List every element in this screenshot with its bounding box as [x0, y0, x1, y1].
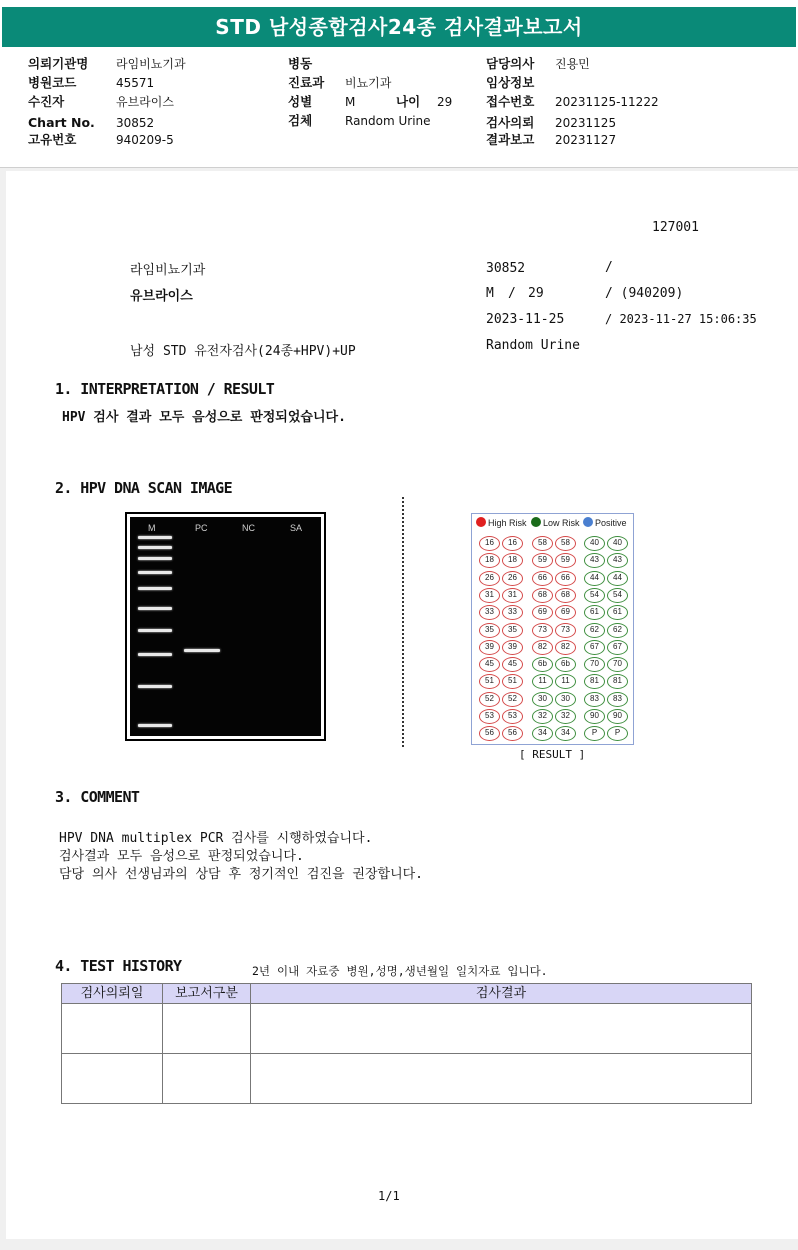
- gel-lane-label: PC: [195, 523, 208, 533]
- hpv-type-oval: 53: [479, 709, 500, 724]
- hpv-type-oval: 18: [502, 553, 523, 568]
- hpv-type-oval: 39: [502, 640, 523, 655]
- gel-electrophoresis-image: [130, 517, 321, 736]
- department-value: 비뇨기과: [345, 76, 392, 90]
- doctor-label: 담당의사: [486, 56, 535, 71]
- document-number: 127001: [652, 220, 699, 235]
- table-header-row: [62, 984, 752, 1004]
- hpv-type-oval: 59: [555, 553, 576, 568]
- hpv-type-oval: 73: [555, 623, 576, 638]
- chart-number: 30852: [486, 261, 526, 276]
- hpv-type-oval: 70: [584, 657, 605, 672]
- section-comment-title: 3. COMMENT: [55, 788, 140, 806]
- report-sheet: [6, 171, 798, 1239]
- legend-high-label: High Risk: [488, 518, 527, 528]
- hpv-type-oval: 81: [584, 674, 605, 689]
- hpv-type-oval: 69: [532, 605, 553, 620]
- hpv-type-oval: 62: [584, 623, 605, 638]
- hpv-type-oval: 62: [607, 623, 628, 638]
- hpv-type-oval: 69: [555, 605, 576, 620]
- history-table: [61, 983, 752, 1104]
- report-header-frame: [0, 0, 798, 168]
- patient-age: 29: [528, 286, 544, 301]
- hpv-type-oval: 67: [584, 640, 605, 655]
- hpv-type-oval: 43: [607, 553, 628, 568]
- legend-low-risk: [531, 517, 580, 528]
- ladder-band: [138, 571, 172, 574]
- hpv-type-oval: 43: [584, 553, 605, 568]
- hpv-type-oval: 83: [584, 692, 605, 707]
- unique-id-label: 고유번호: [28, 132, 77, 147]
- report-date-label: 결과보고: [486, 132, 535, 147]
- chart-no-value: 30852: [116, 116, 155, 130]
- hospital-value: 라임비뇨기과: [116, 57, 186, 71]
- chart-no-label: Chart No.: [28, 115, 95, 130]
- hpv-type-oval: 6b: [532, 657, 553, 672]
- patient-value: 유브라이스: [116, 95, 174, 109]
- hpv-type-oval: 53: [502, 709, 523, 724]
- hpv-type-oval: 73: [532, 623, 553, 638]
- hpv-type-oval: 30: [532, 692, 553, 707]
- table-cell: [251, 1054, 752, 1104]
- hpv-type-oval: 52: [502, 692, 523, 707]
- report-date-value: 20231127: [555, 133, 617, 147]
- low-risk-dot-icon: [531, 517, 541, 527]
- hpv-type-oval: 67: [607, 640, 628, 655]
- hpv-type-oval: 11: [532, 674, 553, 689]
- ladder-band: [138, 607, 172, 610]
- legend-low-label: Low Risk: [543, 518, 580, 528]
- ward-label: 병동: [288, 56, 313, 71]
- section-interpretation-title: 1. INTERPRETATION / RESULT: [55, 380, 275, 398]
- request-date-value: 20231125: [555, 116, 617, 130]
- sex-value: M: [345, 95, 356, 109]
- hpv-type-oval: 61: [584, 605, 605, 620]
- unique-id-value: 940209-5: [116, 133, 174, 147]
- result-caption: [ RESULT ]: [519, 748, 586, 761]
- header-result: 검사결과: [251, 984, 752, 1004]
- ladder-band: [138, 685, 172, 688]
- hpv-type-oval: 11: [555, 674, 576, 689]
- ladder-band: [138, 587, 172, 590]
- hpv-type-oval: 45: [502, 657, 523, 672]
- hpv-type-oval: 31: [502, 588, 523, 603]
- hpv-type-oval: 34: [532, 726, 553, 741]
- gel-image-frame: [125, 512, 326, 741]
- hospital-label: 의뢰기관명: [28, 56, 89, 71]
- hpv-type-oval: 18: [479, 553, 500, 568]
- hpv-type-oval: 16: [502, 536, 523, 551]
- hospital-code-value: 45571: [116, 76, 155, 90]
- age-value: 29: [437, 95, 453, 109]
- hpv-type-oval: 40: [584, 536, 605, 551]
- ladder-band: [138, 546, 172, 549]
- department-label: 진료과: [288, 75, 325, 90]
- interpretation-text: HPV 검사 결과 모두 음성으로 판정되었습니다.: [62, 410, 346, 425]
- slash-separator: /: [508, 286, 516, 301]
- hpv-type-oval: 66: [532, 571, 553, 586]
- section-scan-image-title: 2. HPV DNA SCAN IMAGE: [55, 479, 233, 497]
- patient-name: 유브라이스: [130, 289, 193, 304]
- ladder-band: [138, 536, 172, 539]
- hpv-type-oval: 35: [502, 623, 523, 638]
- hpv-type-oval: 83: [607, 692, 628, 707]
- comment-line: 검사결과 모두 음성으로 판정되었습니다.: [59, 849, 304, 864]
- hpv-type-oval: 51: [479, 674, 500, 689]
- receipt-date: 2023-11-25: [486, 312, 565, 327]
- hpv-type-oval: 35: [479, 623, 500, 638]
- hpv-type-oval: 6b: [555, 657, 576, 672]
- sex-label: 성별: [288, 94, 313, 109]
- hpv-type-oval: 61: [607, 605, 628, 620]
- ladder-band: [138, 653, 172, 656]
- legend-positive: [583, 517, 627, 528]
- table-cell: [251, 1004, 752, 1054]
- hpv-type-oval: 52: [479, 692, 500, 707]
- clinic-name: 라임비뇨기과: [130, 263, 206, 278]
- page-number: 1/1: [378, 1189, 400, 1203]
- hpv-type-oval: 82: [555, 640, 576, 655]
- clinical-info-label: 임상정보: [486, 75, 535, 90]
- hpv-type-oval: 44: [607, 571, 628, 586]
- ladder-band: [138, 724, 172, 727]
- positive-control-band: [184, 649, 220, 652]
- hpv-type-oval: 33: [479, 605, 500, 620]
- gel-lane-label: NC: [242, 523, 255, 533]
- hpv-type-oval: 56: [479, 726, 500, 741]
- hpv-type-oval: 33: [502, 605, 523, 620]
- hpv-type-oval: 54: [607, 588, 628, 603]
- table-cell: [163, 1004, 251, 1054]
- hpv-type-oval: 40: [607, 536, 628, 551]
- high-risk-dot-icon: [476, 517, 486, 527]
- hpv-type-oval: 54: [584, 588, 605, 603]
- doctor-value: 진용민: [555, 57, 590, 71]
- hpv-type-oval: 45: [479, 657, 500, 672]
- positive-dot-icon: [583, 517, 593, 527]
- birth-date: / (940209): [605, 286, 684, 301]
- gel-lane-label: SA: [290, 523, 303, 533]
- hpv-type-oval: 70: [607, 657, 628, 672]
- table-row: [62, 1054, 752, 1104]
- specimen-type: Random Urine: [486, 338, 580, 353]
- report-title: STD 남성종합검사24종 검사결과보고서: [2, 7, 796, 47]
- hpv-type-oval: 26: [502, 571, 523, 586]
- comment-line: 담당 의사 선생님과의 상담 후 정기적인 검진을 권장합니다.: [59, 867, 424, 882]
- dotted-divider: [402, 497, 404, 747]
- hpv-type-oval: P: [607, 726, 628, 741]
- ladder-band: [138, 557, 172, 560]
- table-cell: [163, 1054, 251, 1104]
- hpv-type-oval: 58: [555, 536, 576, 551]
- hpv-type-oval: 44: [584, 571, 605, 586]
- table-cell: [62, 1054, 163, 1104]
- specimen-value: Random Urine: [345, 114, 431, 128]
- comment-line: HPV DNA multiplex PCR 검사를 시행하였습니다.: [59, 831, 373, 846]
- receipt-no-label: 접수번호: [486, 94, 535, 109]
- request-date-label: 검사의뢰: [486, 115, 535, 130]
- hpv-type-oval: P: [584, 726, 605, 741]
- hpv-type-oval: 30: [555, 692, 576, 707]
- hpv-type-oval: 90: [584, 709, 605, 724]
- hpv-type-oval: 59: [532, 553, 553, 568]
- hpv-type-oval: 51: [502, 674, 523, 689]
- legend-positive-label: Positive: [595, 518, 627, 528]
- hpv-type-oval: 31: [479, 588, 500, 603]
- report-datetime: / 2023-11-27 15:06:35: [605, 312, 757, 326]
- hpv-type-oval: 68: [555, 588, 576, 603]
- slash-separator: /: [605, 260, 613, 275]
- header-request-date: 검사의뢰일: [62, 984, 163, 1004]
- age-label: 나이: [396, 94, 421, 109]
- hpv-type-oval: 39: [479, 640, 500, 655]
- test-name: 남성 STD 유전자검사(24종+HPV)+UP: [130, 344, 356, 359]
- header-report-type: 보고서구분: [163, 984, 251, 1004]
- section-history-title: 4. TEST HISTORY: [55, 957, 182, 975]
- hpv-type-oval: 32: [532, 709, 553, 724]
- gel-lane-label: M: [148, 523, 156, 533]
- hpv-type-oval: 26: [479, 571, 500, 586]
- hpv-type-oval: 82: [532, 640, 553, 655]
- hpv-type-oval: 81: [607, 674, 628, 689]
- hpv-type-oval: 56: [502, 726, 523, 741]
- hpv-type-oval: 16: [479, 536, 500, 551]
- receipt-no-value: 20231125-11222: [555, 95, 659, 109]
- history-note: 2년 이내 자료중 병원,성명,생년월일 일치자료 입니다.: [252, 964, 548, 978]
- hpv-type-oval: 66: [555, 571, 576, 586]
- hpv-result-panel: [471, 513, 634, 745]
- hpv-type-oval: 90: [607, 709, 628, 724]
- table-row: [62, 1004, 752, 1054]
- legend-high-risk: [476, 517, 527, 528]
- hpv-type-oval: 58: [532, 536, 553, 551]
- hpv-type-oval: 32: [555, 709, 576, 724]
- table-cell: [62, 1004, 163, 1054]
- specimen-label: 검체: [288, 113, 313, 128]
- patient-sex: M: [486, 286, 494, 301]
- hpv-type-oval: 68: [532, 588, 553, 603]
- ladder-band: [138, 629, 172, 632]
- hospital-code-label: 병원코드: [28, 75, 77, 90]
- patient-label: 수진자: [28, 94, 65, 109]
- hpv-type-oval: 34: [555, 726, 576, 741]
